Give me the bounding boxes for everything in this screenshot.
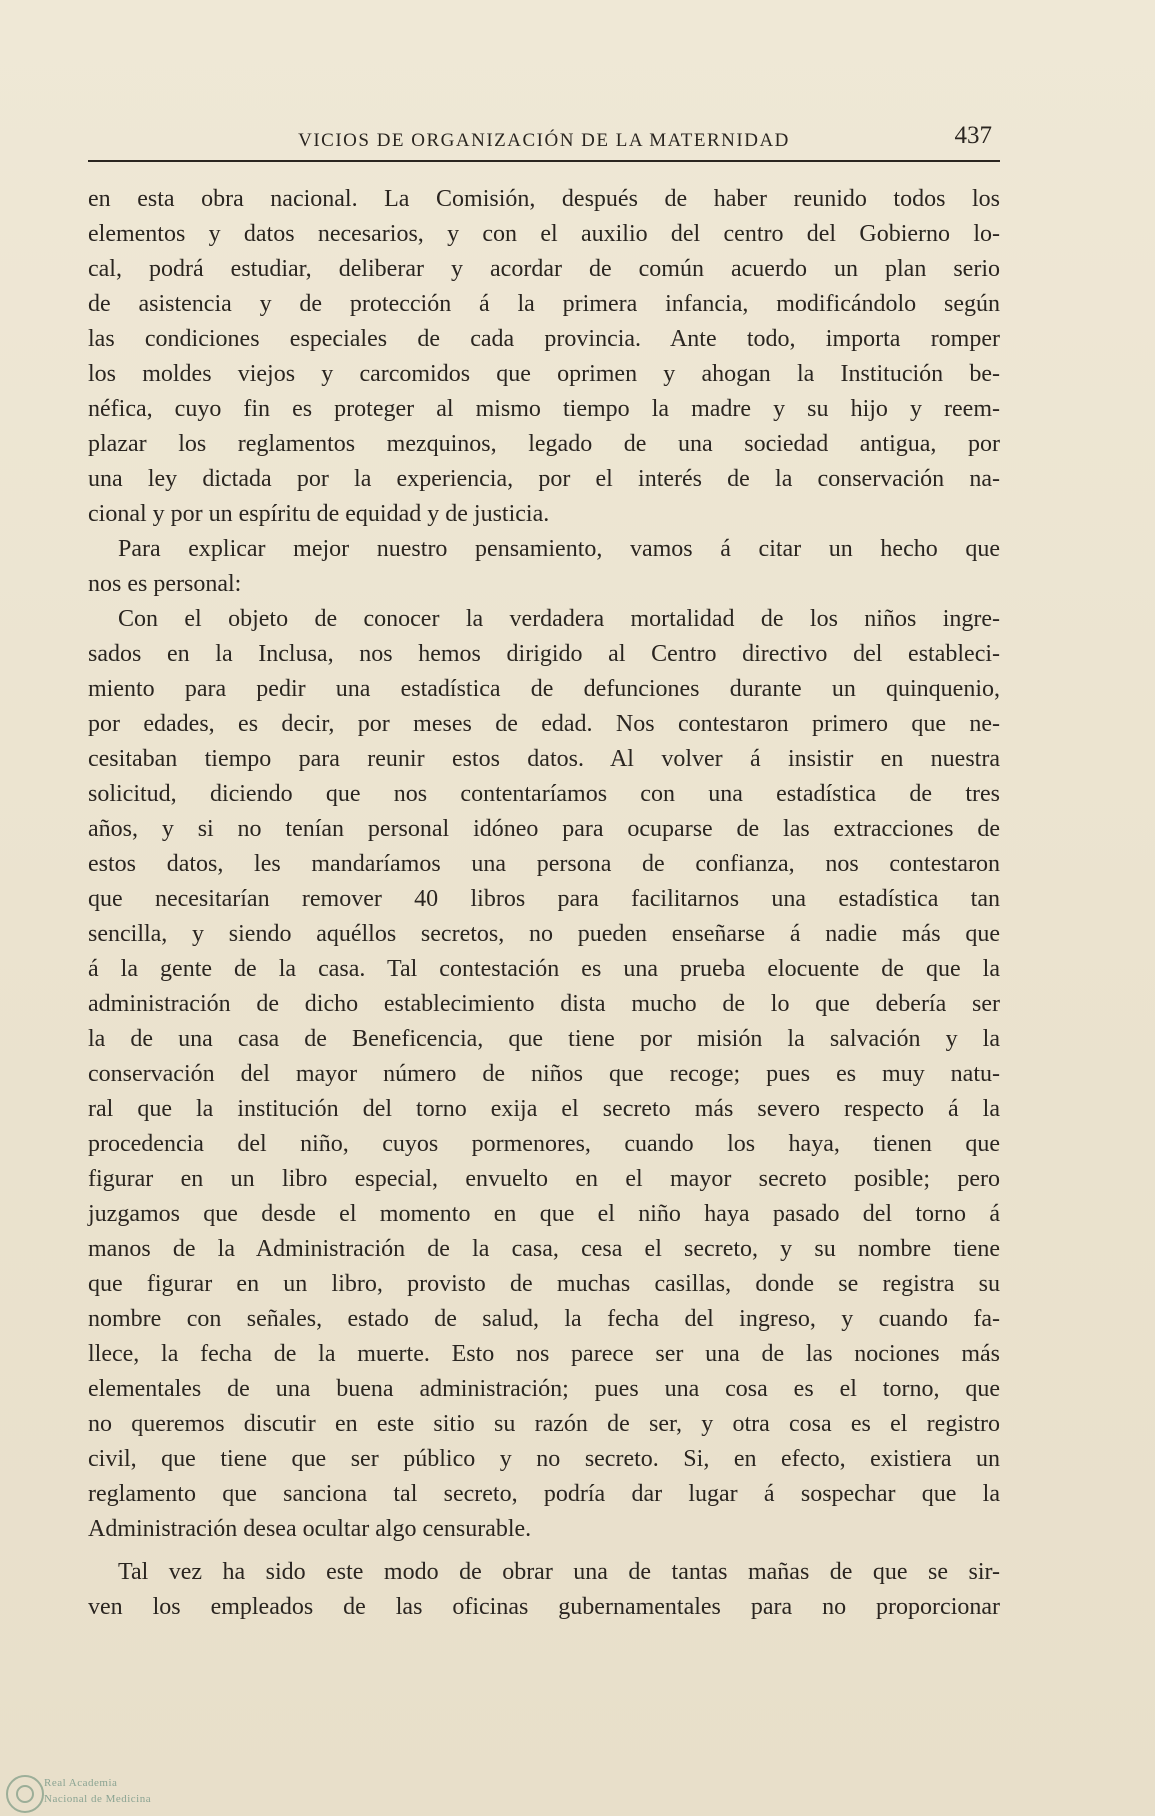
text-line: conservación del mayor número de niños que recoge; pues es muy natu- bbox=[88, 1061, 1000, 1087]
running-title: VICIOS DE ORGANIZACIÓN DE LA MATERNIDAD bbox=[298, 130, 790, 151]
text-line: una ley dictada por la experiencia, por el interés de la conservación na- bbox=[88, 466, 1000, 492]
text-line: néfica, cuyo fin es proteger al mismo tiempo la madre y su hijo y reem- bbox=[88, 396, 1000, 422]
text-line: la de una casa de Beneficencia, que tiene por misión la salvación y la bbox=[88, 1026, 1000, 1052]
text-line: á la gente de la casa. Tal contestación es una prueba elocuente de que la bbox=[88, 956, 1000, 982]
text-line: no queremos discutir en este sitio su razón de ser, y otra cosa es el registro bbox=[88, 1411, 1000, 1437]
paragraph-start: Con el objeto de conocer la verdadera mortalidad de los niños ingre- bbox=[118, 606, 1000, 632]
watermark-line-1: Real Academia bbox=[44, 1777, 118, 1789]
text-line: llece, la fecha de la muerte. Esto nos parece ser una de las nociones más bbox=[88, 1341, 1000, 1367]
text-line: de asistencia y de protección á la primera infancia, modificándolo según bbox=[88, 291, 1000, 317]
text-line: ral que la institución del torno exija el secreto más severo respecto á la bbox=[88, 1096, 1000, 1122]
text-line: que necesitarían remover 40 libros para facilitarnos una estadística tan bbox=[88, 886, 1000, 912]
text-line: las condiciones especiales de cada provincia. Ante todo, importa romper bbox=[88, 326, 1000, 352]
paragraph-start: Para explicar mejor nuestro pensamiento, vamos á citar un hecho que bbox=[118, 536, 1000, 562]
text-line: sados en la Inclusa, nos hemos dirigido al Centro directivo del estableci- bbox=[88, 641, 1000, 667]
text-line: sencilla, y siendo aquéllos secretos, no pueden enseñarse á nadie más que bbox=[88, 921, 1000, 947]
text-line: solicitud, diciendo que nos contentaríamos con una estadística de tres bbox=[88, 781, 1000, 807]
text-line: por edades, es decir, por meses de edad. Nos contestaron primero que ne- bbox=[88, 711, 1000, 737]
text-line: que figurar en un libro, provisto de muchas casillas, donde se registra su bbox=[88, 1271, 1000, 1297]
text-line: manos de la Administración de la casa, cesa el secreto, y su nombre tiene bbox=[88, 1236, 1000, 1262]
text-line: cal, podrá estudiar, deliberar y acordar de común acuerdo un plan serio bbox=[88, 256, 1000, 282]
header-rule bbox=[88, 160, 1000, 162]
text-line: años, y si no tenían personal idóneo para ocuparse de las extracciones de bbox=[88, 816, 1000, 842]
library-watermark bbox=[6, 1775, 226, 1815]
text-line: civil, que tiene que ser público y no secreto. Si, en efecto, existiera un bbox=[88, 1446, 1000, 1472]
text-line: reglamento que sanciona tal secreto, podría dar lugar á sospechar que la bbox=[88, 1481, 1000, 1507]
text-line: procedencia del niño, cuyos pormenores, cuando los haya, tienen que bbox=[88, 1131, 1000, 1157]
text-line: Administración desea ocultar algo censurable. bbox=[88, 1516, 532, 1542]
text-line: estos datos, les mandaríamos una persona de confianza, nos contestaron bbox=[88, 851, 1000, 877]
page-number: 437 bbox=[954, 122, 992, 149]
text-line: elementos y datos necesarios, y con el auxilio del centro del Gobierno lo- bbox=[88, 221, 1000, 247]
text-line: figurar en un libro especial, envuelto en el mayor secreto posible; pero bbox=[88, 1166, 1000, 1192]
text-line: administración de dicho establecimiento dista mucho de lo que debería ser bbox=[88, 991, 1000, 1017]
text-line: miento para pedir una estadística de defunciones durante un quinquenio, bbox=[88, 676, 1000, 702]
text-line: en esta obra nacional. La Comisión, después de haber reunido todos los bbox=[88, 186, 1000, 212]
text-line: los moldes viejos y carcomidos que oprimen y ahogan la Institución be- bbox=[88, 361, 1000, 387]
seal-icon bbox=[6, 1775, 44, 1813]
text-line: cesitaban tiempo para reunir estos datos. Al volver á insistir en nuestra bbox=[88, 746, 1000, 772]
text-line: plazar los reglamentos mezquinos, legado de una sociedad antigua, por bbox=[88, 431, 1000, 457]
watermark-line-2: Nacional de Medicina bbox=[44, 1793, 152, 1805]
body-text bbox=[88, 182, 1000, 1625]
text-line: cional y por un espíritu de equidad y de justicia. bbox=[88, 501, 550, 527]
page-header bbox=[88, 122, 1000, 162]
paragraph-start: Tal vez ha sido este modo de obrar una de tantas mañas de que se sir- bbox=[118, 1559, 1000, 1585]
text-line: nombre con señales, estado de salud, la fecha del ingreso, y cuando fa- bbox=[88, 1306, 1000, 1332]
text-line: juzgamos que desde el momento en que el niño haya pasado del torno á bbox=[88, 1201, 1000, 1227]
text-line: elementales de una buena administración; pues una cosa es el torno, que bbox=[88, 1376, 1000, 1402]
text-line: nos es personal: bbox=[88, 571, 242, 597]
text-line: ven los empleados de las oficinas gubernamentales para no proporcionar bbox=[88, 1594, 1000, 1620]
